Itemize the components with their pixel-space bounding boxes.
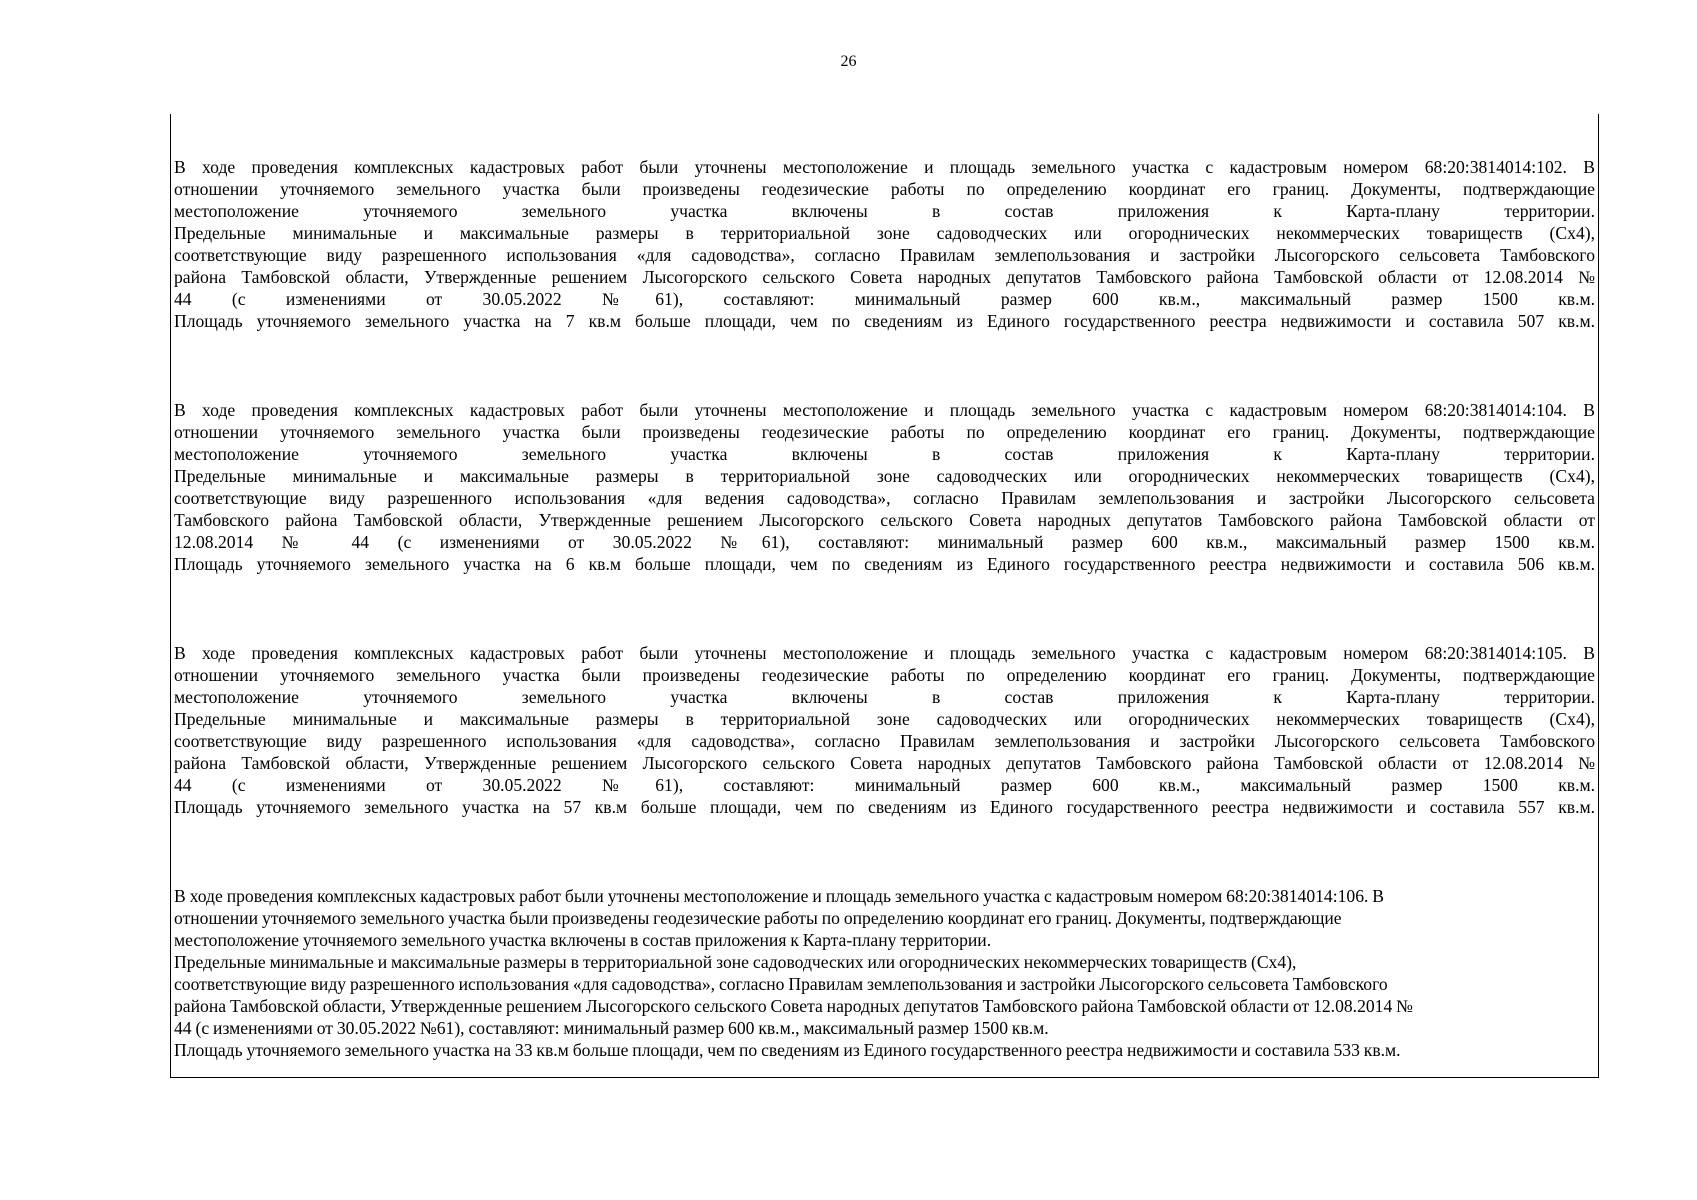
paragraph-line: соответствующие виду разрешенного использования «для садоводства», согласно Правилам землепользования и застройки Лысогорского сельсовета Тамбовского	[174, 730, 1595, 751]
paragraph-line: отношении уточняемого земельного участка были произведены геодезические работы по определению координат его границ. Документы, подтверждающие	[174, 664, 1595, 685]
paragraph-line: Предельные минимальные и максимальные размеры в территориальной зоне садоводческих или огороднических некоммерческих товариществ (Сх4),	[174, 708, 1595, 729]
paragraph-line: местоположение уточняемого земельного участка включены в состав приложения к Карта-плану территории.	[174, 686, 1595, 707]
paragraph-line: местоположение уточняемого земельного участка включены в состав приложения к Карта-плану территории.	[174, 200, 1595, 221]
paragraph-line: соответствующие виду разрешенного использования «для садоводства», согласно Правилам землепользования и застройки Лысогорского сельсовета Тамбовского	[174, 973, 1388, 994]
paragraph-line: Площадь уточняемого земельного участка на 7 кв.м больше площади, чем по сведениям из Единого государственного реестра недвижимости и составила 507 кв.м.	[174, 310, 1595, 331]
paragraph-line: В ходе проведения комплексных кадастровых работ были уточнены местоположение и площадь земельного участка с кадастровым номером 68:20:3814014:102. В	[174, 157, 1595, 177]
paragraph-line: В ходе проведения комплексных кадастровых работ были уточнены местоположение и площадь земельного участка с кадастровым номером 68:20:3814014:105. В	[174, 643, 1595, 663]
paragraph-line: Площадь уточняемого земельного участка на 57 кв.м больше площади, чем по сведениям из Единого государственного реестра недвижимости и составила 557 кв.м.	[174, 796, 1595, 817]
paragraph-line: местоположение уточняемого земельного участка включены в состав приложения к Карта-плану территории.	[174, 443, 1595, 464]
paragraph-parcel-104	[174, 400, 1595, 576]
paragraph-line: Предельные минимальные и максимальные размеры в территориальной зоне садоводческих или огороднических некоммерческих товариществ (Сх4),	[174, 951, 1297, 972]
paragraph-line: соответствующие виду разрешенного использования «для садоводства», согласно Правилам землепользования и застройки Лысогорского сельсовета Тамбовского	[174, 244, 1595, 265]
paragraph-line: местоположение уточняемого земельного участка включены в состав приложения к Карта-плану территории.	[174, 929, 992, 950]
paragraph-line: района Тамбовской области, Утвержденные решением Лысогорского сельского Совета народных депутатов Тамбовского района Тамбовской области от 12.08.2014 №	[174, 266, 1595, 287]
paragraph-line: района Тамбовской области, Утвержденные решением Лысогорского сельского Совета народных депутатов Тамбовского района Тамбовской области от 12.08.2014 №	[174, 752, 1595, 773]
paragraph-line: 12.08.2014 № 44 (с изменениями от 30.05.2022 №61), составляют: минимальный размер 600 кв.м., максимальный размер 1500 кв.м.	[174, 531, 1595, 552]
paragraph-line: отношении уточняемого земельного участка были произведены геодезические работы по определению координат его границ. Документы, подтверждающие	[174, 178, 1595, 199]
paragraph-line: района Тамбовской области, Утвержденные решением Лысогорского сельского Совета народных депутатов Тамбовского района Тамбовской области от 12.08.2014 №	[174, 995, 1413, 1016]
paragraph-line: Предельные минимальные и максимальные размеры в территориальной зоне садоводческих или огороднических некоммерческих товариществ (Сх4),	[174, 465, 1595, 486]
paragraph-line: 44 (с изменениями от 30.05.2022 №61), составляют: минимальный размер 600 кв.м., максимальный размер 1500 кв.м.	[174, 288, 1595, 309]
paragraph-line: 44 (с изменениями от 30.05.2022 №61), составляют: минимальный размер 600 кв.м., максимальный размер 1500 кв.м.	[174, 1017, 1049, 1038]
paragraph-line: Предельные минимальные и максимальные размеры в территориальной зоне садоводческих или огороднических некоммерческих товариществ (Сх4),	[174, 222, 1595, 243]
paragraph-line: Площадь уточняемого земельного участка на 33 кв.м больше площади, чем по сведениям из Единого государственного реестра недвижимости и составила 533 кв.м.	[174, 1039, 1401, 1060]
paragraph-line: отношении уточняемого земельного участка были произведены геодезические работы по определению координат его границ. Документы, подтверждающие	[174, 421, 1595, 442]
paragraph-line: соответствующие виду разрешенного использования «для ведения садоводства», согласно Правилам землепользования и застройки Лысогорского сельсовета	[174, 487, 1595, 508]
paragraph-line: 44 (с изменениями от 30.05.2022 №61), составляют: минимальный размер 600 кв.м., максимальный размер 1500 кв.м.	[174, 774, 1595, 795]
paragraph-parcel-106	[174, 886, 1595, 1062]
document-frame	[170, 114, 1599, 1078]
paragraph-line: отношении уточняемого земельного участка были произведены геодезические работы по определению координат его границ. Документы, подтверждающие	[174, 907, 1342, 928]
paragraph-line: Тамбовского района Тамбовской области, Утвержденные решением Лысогорского сельского Совета народных депутатов Тамбовского района Тамбовской области от	[174, 509, 1595, 530]
paragraph-line: В ходе проведения комплексных кадастровых работ были уточнены местоположение и площадь земельного участка с кадастровым номером 68:20:3814014:104. В	[174, 400, 1595, 420]
paragraph-parcel-105	[174, 643, 1595, 819]
paragraph-line: Площадь уточняемого земельного участка на 6 кв.м больше площади, чем по сведениям из Единого государственного реестра недвижимости и составила 506 кв.м.	[174, 553, 1595, 574]
paragraph-parcel-102	[174, 157, 1595, 333]
page-number: 26	[840, 53, 857, 70]
paragraph-line: В ходе проведения комплексных кадастровых работ были уточнены местоположение и площадь земельного участка с кадастровым номером 68:20:3814014:106. В	[174, 886, 1385, 906]
